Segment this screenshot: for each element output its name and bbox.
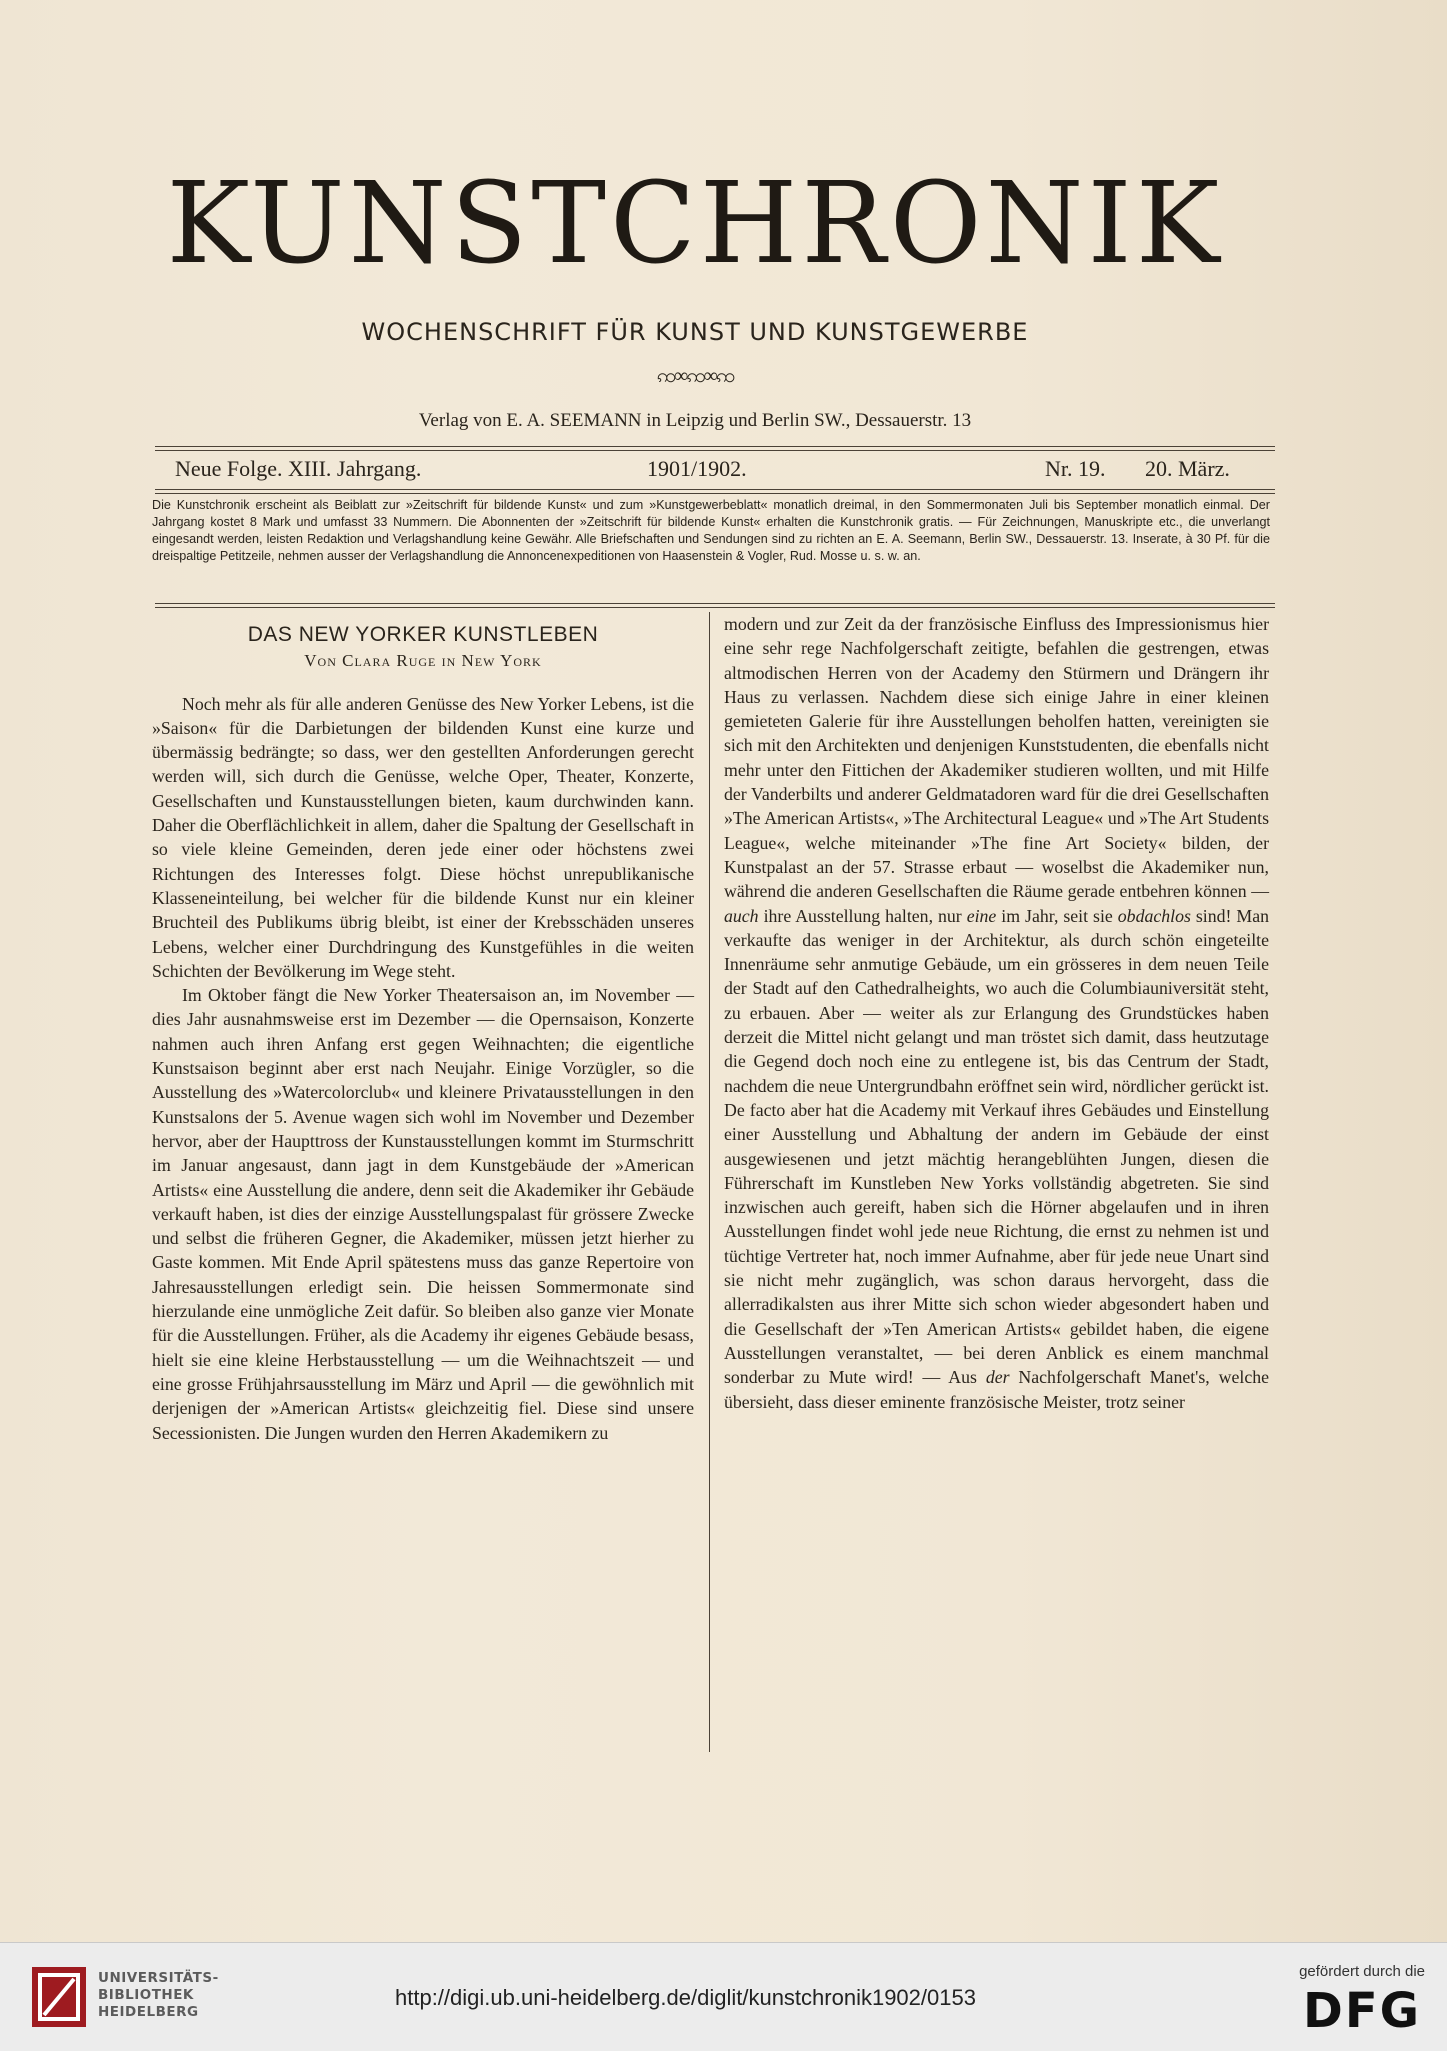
article-author: Von Clara Ruge in New York <box>304 651 542 671</box>
issue-years: 1901/1902. <box>647 456 747 481</box>
issue-date: 20. März. <box>1145 456 1230 481</box>
masthead-title: KUNSTCHRONIK <box>166 159 1224 289</box>
footer-bar <box>0 1942 1447 2051</box>
library-logo-icon <box>30 1965 88 2029</box>
issue-series: Neue Folge. XIII. Jahrgang. <box>175 456 422 481</box>
source-url[interactable]: http://digi.ub.uni-heidelberg.de/diglit/kunstchronik1902/0153 <box>395 1985 976 2010</box>
rule-top <box>155 446 1275 451</box>
column-right <box>724 612 1269 1414</box>
paragraph: Noch mehr als für alle anderen Genüsse des New Yorker Lebens, ist die »Saison« für die Darbietungen der bildenden Kunst eine kurze und übermässig bedrängte; so dass, wer den gestellten Anforderungen gerecht werden will, sich durch die Genüsse, welche Oper, Theater, Konzerte, Gesellschaften und Kunstausstellungen bieten, kaum durchwinden kann. Daher die Oberflächlichkeit in allem, daher die Spaltung der Gesellschaft in so viele kleine Gemeinden, deren jede einer oder höchstens zwei Richtungen des Interesses folgt. Diese höchst unrepublikanische Klasseneinteilung, bei welcher für die bildende Kunst nur ein kleiner Bruchteil des Publikums übrig bleibt, ist einer der Krebsschäden unseres Lebens, welcher einer Durchdringung des Kunstgefühles in die weiten Schichten der Bevölkerung im Wege steht. <box>152 693 694 981</box>
article-title: DAS NEW YORKER KUNSTLEBEN <box>247 623 599 646</box>
publisher-line: Verlag von E. A. SEEMANN in Leipzig und Berlin SW., Dessauerstr. 13 <box>418 410 972 431</box>
rule-bottom <box>155 603 1275 608</box>
issue-line <box>175 456 1245 484</box>
paragraph: Im Oktober fängt die New Yorker Theatersaison an, im November — dies Jahr ausnahmsweise erst im Dezember — die Opernsaison, Konzerte nahmen auch ihren Anfang erst gegen Weihnachten; die eigentliche Kunstsaison beginnt aber erst nach Neujahr. Einige Vorzügler, so die Ausstellung des »Watercolorclub« und kleinere Privatausstellungen in den Kunstsalons der 5. Avenue wagen sich wohl im November und Dezember hervor, aber der Haupttross der Kunstausstellungen kommt im Sturmschritt im Januar angesaust, dann jagt in dem Kunstgebäude der »American Artists« eine Ausstellung die andere, denn seit die Akademiker ihr Gebäude verkauft haben, ist dies der einzige Ausstellungspalast für grössere Zwecke und selbst die früheren Gegner, die Akademiker, müssen jetzt hierher zu Gaste kommen. Mit Ende April spätestens muss das ganze Repertoire von Jahresausstellungen erledigt sein. Die heissen Sommermonate sind hierzulande eine unmögliche Zeit dafür. So bleiben also ganze vier Monate für die Ausstellungen. Früher, als die Academy ihr eigenes Gebäude besass, hielt sie eine kleine Herbstausstellung — um die Weihnachtszeit — und eine grosse Frühjahrsausstellung im März und April — die gewöhnlich mit derjenigen der »American Artists« gleichzeitig fiel. Diese sind unsere Secessionisten. Die Jungen wurden den Herren Akademikern zu <box>152 985 694 1443</box>
issue-number: Nr. 19. <box>1045 456 1106 481</box>
column-divider <box>709 612 710 1752</box>
library-name: UNIVERSITÄTS- BIBLIOTHEK HEIDELBERG <box>98 1970 219 2020</box>
ornament-divider: ꩡ∞ꩡ∞ꩡ <box>656 365 734 387</box>
column-left <box>152 617 694 1445</box>
funded-by-label: gefördert durch die <box>1299 1963 1425 1980</box>
paragraph: modern und zur Zeit da der französische Einfluss des Impressionismus hier eine sehr rege Nachfolgerschaft zeitigte, befahlen die gestrengen, etwas altmodischen Herren von der Academy den Stürmern und Drängern ihr Haus zu verlassen. Nachdem diese sich einige Jahre in einer kleinen gemieteten Galerie für ihre Ausstellungen beholfen hatten, vereinigten sie sich mit den Architekten und denjenigen Kunststudenten, die ebenfalls nicht mehr unter den Fittichen der Akademiker studieren wollten, und mit Hilfe der Vanderbilts und anderer Geldmatadoren ward für die drei Gesellschaften »The American Artists«, »The Architectural League« und »The Art Students League«, welche miteinander »The fine Art Society« bilden, der Kunstpalast an der 57. Strasse erbaut — woselbst die Akademiker nun, während die anderen Gesellschaften die Räume gerade entbehren können — auch ihre Ausstellung halten, nur eine im Jahr, seit sie obdachlos sind! Man verkaufte das weniger in der Architektur, als durch schön eingeteilte Innenräume sehr anmutige Gebäude, um ein grösseres in dem neuen Teile der Stadt auf den Cathedralheights, wo auch die Columbiauniversität steht, zu erbauen. Aber — weiter als zur Erlangung des Grundstückes haben derzeit die Mittel nicht gelangt und man tröstet sich damit, dass heutzutage die Gegend doch noch eine zu entlegene ist, bis das Centrum der Stadt, nachdem die neue Untergrundbahn eröffnet sein wird, nördlicher gerückt ist. De facto aber hat die Academy mit Verkauf ihres Gebäudes und Einstellung einer Ausstellung und Abhaltung der andern im Gebäude der einst ausgewiesenen und jetzt mächtig herangeblühten Jungen, diesen die Führerschaft im Kunstleben New Yorks vollständig abgetreten. Sie sind inzwischen auch gereift, haben sich die Hörner abgelaufen und in ihren Ausstellungen findet wohl jede neue Richtung, die ernst zu nehmen ist und tüchtige Vertreter hat, noch immer Aufnahme, aber für jede neue Unart sind sie nicht mehr zugänglich, was schon daraus hervorgeht, dass die allerradikalsten aus ihrer Mitte sich schon wieder abgesondert haben und die Gesellschaft der »Ten American Artists« gebildet haben, die eigene Ausstellungen veranstaltet, — bei deren Anblick es einem manchmal sonderbar zu Mute wird! — Aus der Nachfolgerschaft Manet's, welche übersieht, dass dieser eminente französische Meister, trotz seiner <box>724 614 1270 1412</box>
rule-mid <box>155 489 1275 494</box>
subscription-notice: Die Kunstchronik erscheint als Beiblatt zur »Zeitschrift für bildende Kunst« und zum »Kunstgewerbeblatt« monatlich dreimal, in den Sommermonaten Juli bis September monatlich einmal. Der Jahrgang kostet 8 Mark und umfasst 33 Nummern. Die Abonnenten der »Zeitschrift für bildende Kunst« erhalten die Kunstchronik gratis. — Für Zeichnungen, Manuskripte etc., die unverlangt eingesandt werden, leisten Redaktion und Verlagshandlung keine Gewähr. Alle Briefschaften und Sendungen sind zu richten an E. A. Seemann, Berlin SW., Dessauerstr. 13. Inserate, à 30 Pf. für die dreispaltige Petitzeile, nehmen ausser der Verlagshandlung die Annoncenexpeditionen von Haasenstein & Vogler, Rud. Mosse u. s. w. an. <box>152 498 1270 563</box>
dfg-logo: DFG <box>1302 1983 1421 2039</box>
masthead-subtitle: WOCHENSCHRIFT FÜR KUNST UND KUNSTGEWERBE <box>361 318 1029 346</box>
